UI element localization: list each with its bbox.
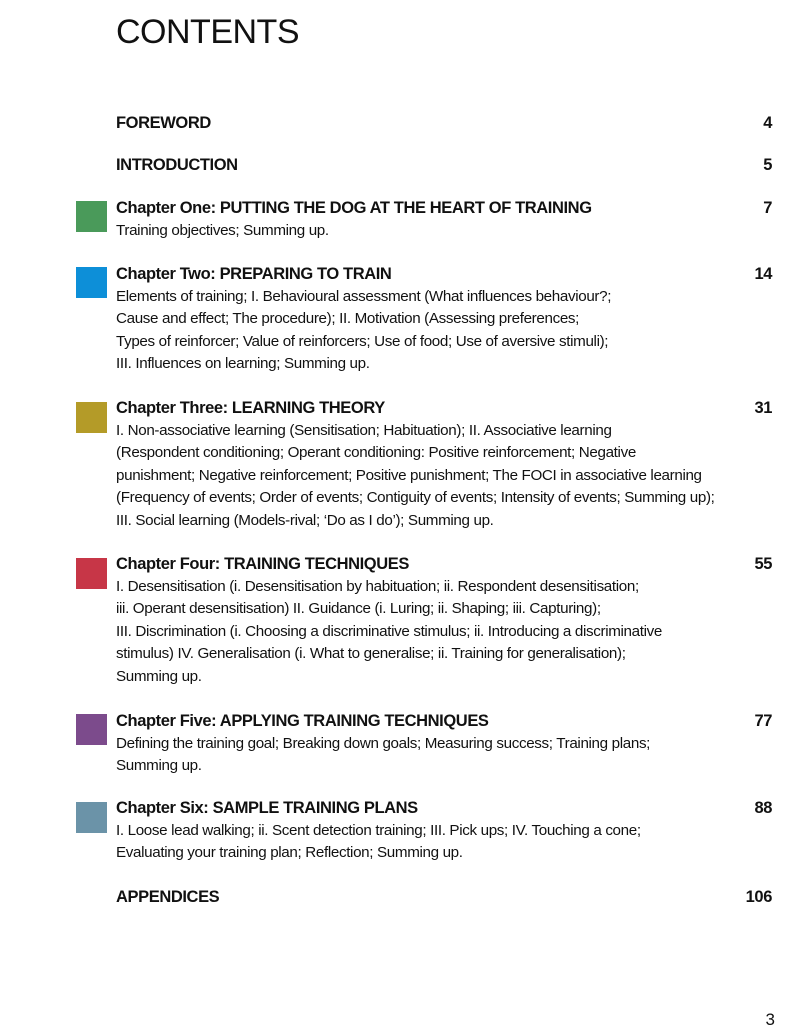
toc-entry-heading [116, 154, 772, 176]
toc-entry-description: Defining the training goal; Breaking down goals; Measuring success; Training plans; Summing up. [116, 735, 651, 775]
toc-entry-title: Chapter One: PUTTING THE DOG AT THE HEART OF TRAINING [116, 199, 592, 217]
toc-entry-description: I. Non-associative learning (Sensitisation; Habituation); II. Associative learning (Respondent conditioning; Operant conditioning: Positive reinforcement; Negative punishment; Negative reinforcement; Positive punishment; The FOCI in associative learning (Frequency of events; Order of events; Contiguity of events; Intensity of events; Summing up); III. Social learning (Models-rival; ‘Do as I do’); Summing up. [116, 422, 715, 529]
toc-entry-heading [116, 553, 772, 575]
toc-entry-title: Chapter Five: APPLYING TRAINING TECHNIQUES [116, 712, 489, 730]
toc-entry-chapter-six[interactable] [116, 797, 772, 865]
chapter-five-color-swatch [76, 714, 107, 745]
toc-entry-heading [116, 886, 772, 908]
toc-entry-chapter-two[interactable] [116, 263, 772, 376]
toc-entry-page-number: 88 [754, 799, 772, 817]
toc-entry-chapter-three[interactable] [116, 397, 772, 532]
chapter-three-color-swatch [76, 402, 107, 433]
toc-entry-title: FOREWORD [116, 114, 211, 132]
toc-entry-heading [116, 112, 772, 134]
toc-entry-title: INTRODUCTION [116, 156, 238, 174]
toc-entry-title: Chapter Four: TRAINING TECHNIQUES [116, 555, 409, 573]
toc-entry-title: Chapter Two: PREPARING TO TRAIN [116, 265, 392, 283]
toc-entry-foreword[interactable] [116, 112, 772, 134]
toc-entry-title: Chapter Six: SAMPLE TRAINING PLANS [116, 799, 418, 817]
toc-entry-chapter-five[interactable] [116, 710, 772, 778]
chapter-six-color-swatch [76, 802, 107, 833]
toc-entry-title: APPENDICES [116, 888, 220, 906]
toc-entry-page-number: 5 [763, 156, 772, 174]
toc-entry-appendices[interactable] [116, 886, 772, 908]
chapter-one-color-swatch [76, 201, 107, 232]
toc-entry-introduction[interactable] [116, 154, 772, 176]
toc-entry-chapter-four[interactable] [116, 553, 772, 688]
toc-entry-page-number: 31 [754, 399, 772, 417]
toc-entry-page-number: 77 [754, 712, 772, 730]
toc-entry-heading [116, 797, 772, 819]
toc-entry-page-number: 14 [754, 265, 772, 283]
toc-entry-heading [116, 397, 772, 419]
toc-entry-page-number: 106 [745, 888, 772, 906]
toc-entry-heading [116, 197, 772, 219]
toc-entry-title: Chapter Three: LEARNING THEORY [116, 399, 385, 417]
toc-entry-heading [116, 710, 772, 732]
toc-entry-description: Training objectives; Summing up. [116, 222, 329, 239]
toc-entry-heading [116, 263, 772, 285]
toc-entry-chapter-one[interactable] [116, 197, 772, 242]
toc-entry-description: I. Loose lead walking; ii. Scent detection training; III. Pick ups; IV. Touching a cone; Evaluating your training plan; Reflection; Summing up. [116, 822, 641, 862]
toc-entry-page-number: 55 [754, 555, 772, 573]
page-title: CONTENTS [116, 13, 299, 51]
toc-entry-page-number: 4 [763, 114, 772, 132]
toc-entry-page-number: 7 [763, 199, 772, 217]
toc-entry-description: I. Desensitisation (i. Desensitisation by habituation; ii. Respondent desensitisation; iii. Operant desensitisation) II. Guidance (i. Luring; ii. Shaping; iii. Capturing); III. Discrimination (i. Choosing a discriminative stimulus; ii. Introducing a discriminative stimulus) IV. Generalisation (i. What to generalise; ii. Training for generalisation); Summing up. [116, 578, 662, 685]
chapter-four-color-swatch [76, 558, 107, 589]
page-number: 3 [765, 1010, 775, 1029]
toc-entry-description: Elements of training; I. Behavioural assessment (What influences behaviour?; Cause and effect; The procedure); II. Motivation (Assessing preferences; Types of reinforcer; Value of reinforcers; Use of food; Use of aversive stimuli); III. Influences on learning; Summing up. [116, 288, 612, 373]
chapter-two-color-swatch [76, 267, 107, 298]
